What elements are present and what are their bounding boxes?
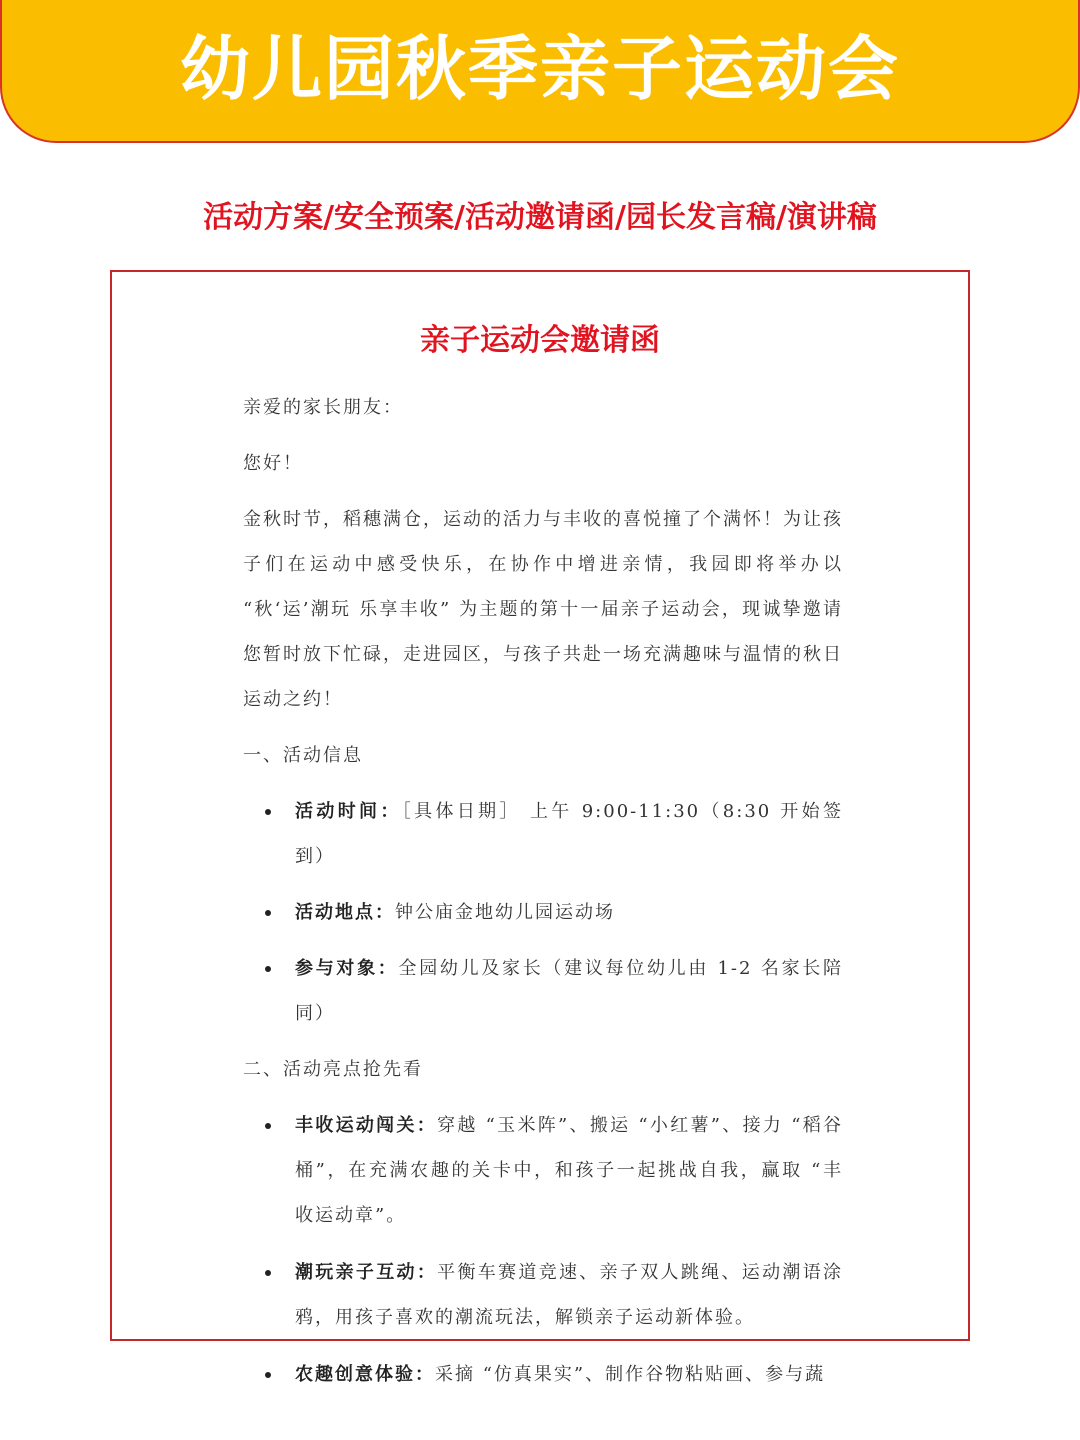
item-label: 丰收运动闯关： (295, 1115, 438, 1136)
list-item (243, 946, 843, 1036)
bullet-icon (265, 1123, 271, 1129)
section-heading-info: 一、活动信息 (243, 745, 363, 766)
item-label: 农趣创意体验： (295, 1364, 435, 1385)
item-text: 平衡车赛道竞速、亲子双人跳绳、运动潮语涂鸦，用孩子喜欢的潮流玩法，解锁亲子运动新体验。 (295, 1262, 844, 1328)
list-item (243, 1250, 843, 1340)
highlights-list (243, 1103, 843, 1397)
salutation: 亲爱的家长朋友： (243, 397, 403, 418)
bullet-icon (265, 809, 271, 815)
document-frame (110, 270, 970, 1385)
item-label: 参与对象： (295, 958, 399, 979)
list-item (243, 890, 843, 935)
banner-title: 幼儿园秋季亲子运动会 (180, 27, 900, 110)
item-label: 潮玩亲子互动： (295, 1262, 438, 1283)
list-item (243, 789, 843, 879)
info-list (243, 789, 843, 1036)
item-text: 全园幼儿及家长（建议每位幼儿由 1-2 名家长陪同） (295, 958, 843, 1024)
title-banner (0, 0, 1080, 143)
bullet-icon (265, 910, 271, 916)
bullet-icon (265, 1372, 271, 1378)
item-text: ［具体日期］ 上午 9:00-11:30（8:30 开始签到） (295, 801, 843, 867)
list-item (243, 1352, 843, 1397)
subtitle: 活动方案/安全预案/活动邀请函/园长发言稿/演讲稿 (203, 200, 877, 235)
document-body (243, 385, 843, 1409)
section-heading-highlights: 二、活动亮点抢先看 (243, 1059, 423, 1080)
document-title: 亲子运动会邀请函 (420, 323, 660, 358)
item-text: 采摘 “仿真果实”、制作谷物粘贴画、参与蔬 (435, 1364, 826, 1385)
item-label: 活动时间： (295, 801, 402, 822)
bullet-icon (265, 966, 271, 972)
list-item (243, 1103, 843, 1238)
intro-paragraph: 金秋时节，稻穗满仓，运动的活力与丰收的喜悦撞了个满怀！为让孩子们在运动中感受快乐，在协作中增进亲情，我园即将举办以 “秋‘运’潮玩 乐享丰收” 为主题的第十一届亲子运动会，现诚挚邀请您暂时放下忙碌，走进园区，与孩子共赴一场充满趣味与温情的秋日运动之约！ (243, 509, 843, 710)
item-text: 穿越 “玉米阵”、搬运 “小红薯”、接力 “稻谷桶”，在充满农趣的关卡中，和孩子一起挑战自我，赢取 “丰收运动章”。 (295, 1115, 843, 1226)
bullet-icon (265, 1270, 271, 1276)
item-text: 钟公庙金地幼儿园运动场 (395, 902, 615, 923)
item-label: 活动地点： (295, 902, 395, 923)
greeting: 您好！ (243, 453, 303, 474)
